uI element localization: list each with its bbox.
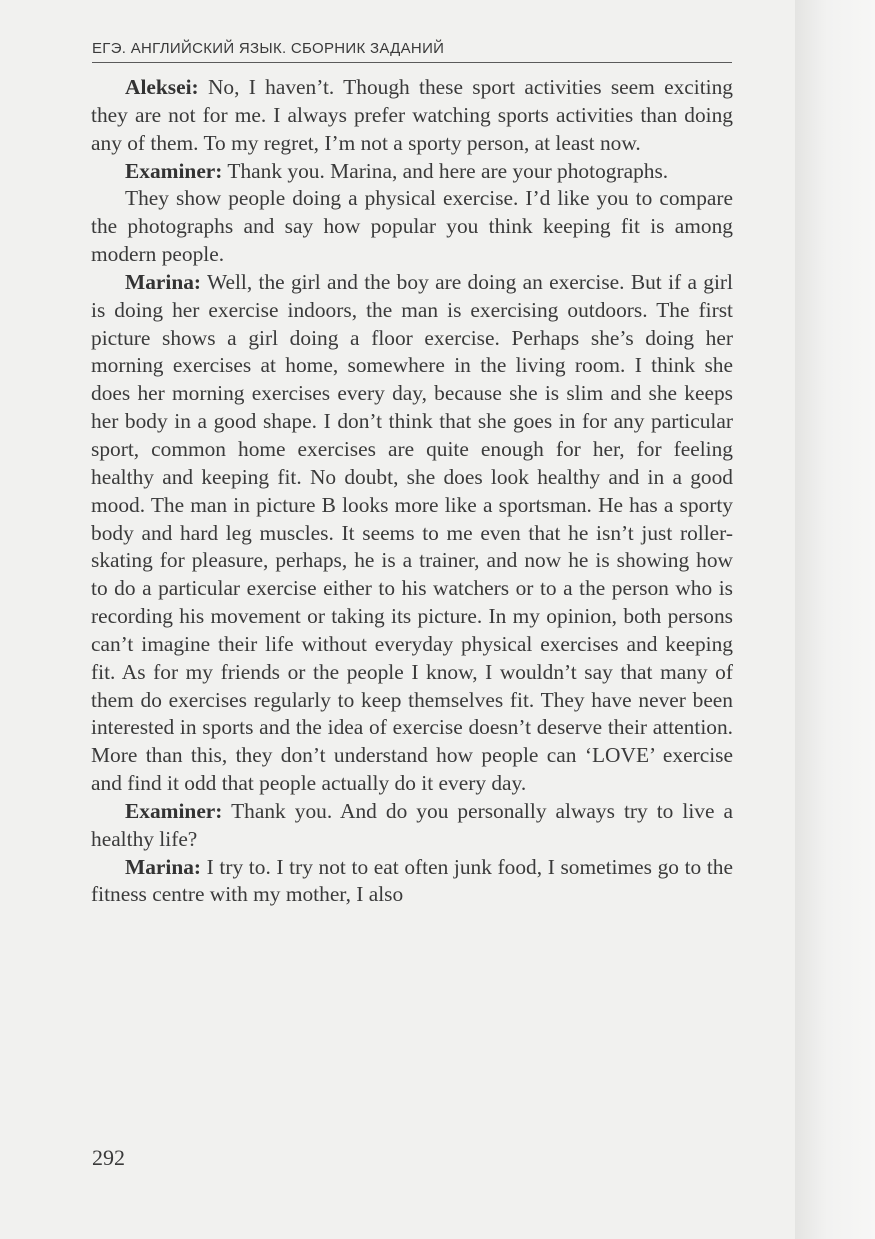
paragraph-text: I try to. I try not to eat often junk food, I sometimes go to the fitness centre with my mother, I also xyxy=(91,854,733,907)
paragraph xyxy=(91,185,733,269)
speaker-label: Examiner: xyxy=(125,798,223,823)
paragraph xyxy=(91,854,733,910)
speaker-label: Examiner: xyxy=(125,158,223,183)
dialogue-text xyxy=(91,74,733,909)
page-edge-shadow xyxy=(795,0,875,1239)
paragraph-text: Thank you. And do you personally always try to live a healthy life? xyxy=(91,798,733,851)
paragraph-text: Thank you. Marina, and here are your photographs. xyxy=(222,158,669,183)
paragraph-text: No, I haven’t. Though these sport activities seem exciting they are not for me. I always prefer watching sports activities than doing any of them. To my regret, I’m not a sporty person, at least now. xyxy=(91,75,733,155)
paragraph-text: They show people doing a physical exercise. I’d like you to compare the photographs and say how popular you think keeping fit is among modern people. xyxy=(91,186,733,267)
speaker-label: Marina: xyxy=(125,269,202,294)
paragraph xyxy=(91,269,733,798)
paragraph xyxy=(91,798,733,854)
speaker-label: Aleksei: xyxy=(125,75,199,99)
running-header: ЕГЭ. АНГЛИЙСКИЙ ЯЗЫК. СБОРНИК ЗАДАНИЙ xyxy=(92,38,732,63)
paragraph xyxy=(91,74,733,158)
speaker-label: Marina: xyxy=(125,854,202,879)
paragraph xyxy=(91,158,733,186)
paragraph-text: Well, the girl and the boy are doing an exercise. But if a girl is doing her exercise indoors, the man is exercising outdoors. The first picture shows a girl doing a floor exercise. Perhaps she’s doing her morning exercises at home, somewhere in the living room. I think she does her morning exercises every day, because she is slim and she keeps her body in a good shape. I don’t think that she goes in for any particular sport, common home exercises are quite enough for her, for feeling healthy and keeping fit. No doubt, she does look healthy and in a good mood. The man in picture B looks more like a sportsman. He has a sporty body and hard leg muscles. It seems to me even that he isn’t just roller-skating for pleasure, perhaps, he is a trainer, and now he is showing how to do a particular exercise either to his watchers or to a the person who is recording his movement or taking its picture. In my opinion, both persons can’t imagine their life without everyday physical exercises and keeping fit. As for my friends or the people I know, I wouldn’t say that many of them do exercises regularly to keep themselves fit. They have never been interested in sports and the idea of exercise doesn’t deserve their attention. More than this, they don’t understand how people can ‘LOVE’ exercise and find it odd that people actually do it every day. xyxy=(91,269,733,796)
page-number: 292 xyxy=(92,1145,125,1170)
